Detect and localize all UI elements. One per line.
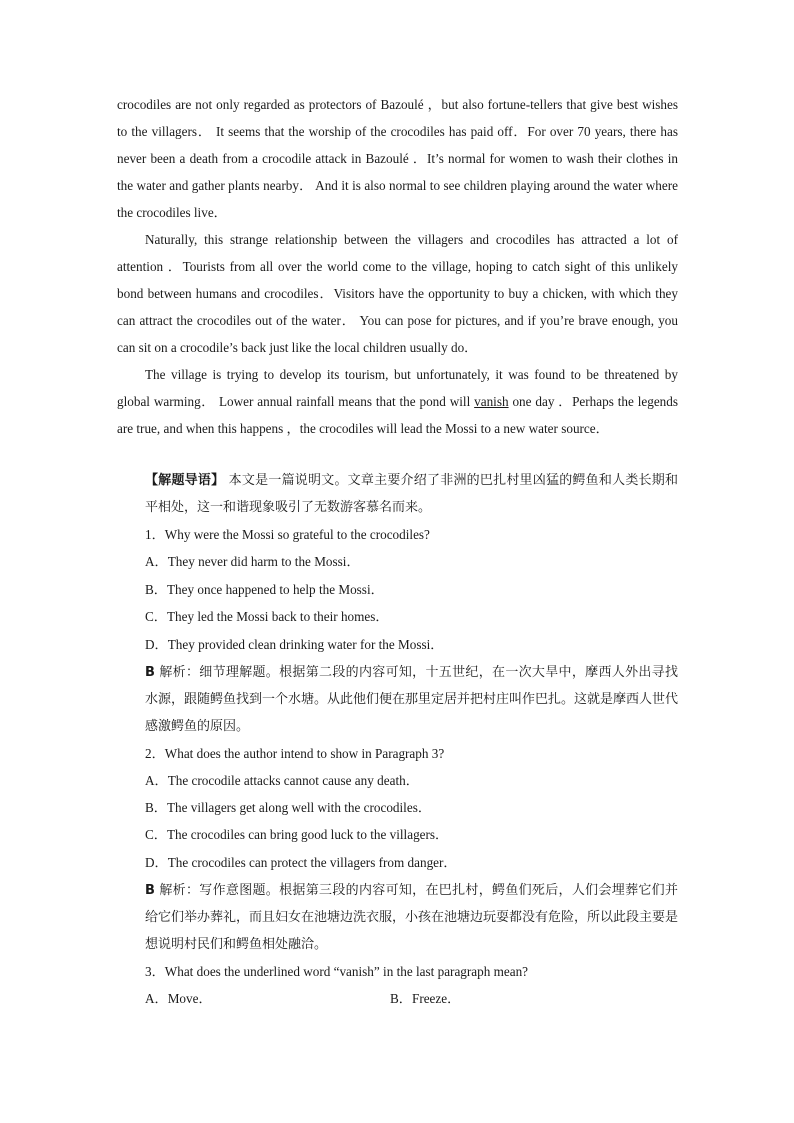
q1-option-b: B．They once happened to help the Mossi． xyxy=(145,582,384,597)
q1-answer-letter: B xyxy=(145,665,155,680)
passage-p3-before: The village is trying to develop its tourism, but unfortunately, it was found to be threatened by global warming． Lower annual rainfall means that the pond will xyxy=(117,367,678,409)
q1-answer xyxy=(145,659,678,740)
q3-option-a: A．Move． xyxy=(145,991,212,1006)
q2-answer xyxy=(145,877,678,958)
q1-stem: 1．Why were the Mossi so grateful to the crocodiles? xyxy=(145,527,430,542)
q1-explanation: 解析：细节理解题。根据第二段的内容可知，十五世纪，在一次大旱中，摩西人外出寻找水源，跟随鳄鱼找到一个水塘。从此他们便在那里定居并把村庄叫作巴扎。这就是摩西人世代感激鳄鱼的原因。 xyxy=(145,665,679,734)
q2-answer-letter: B xyxy=(145,883,155,898)
q2-option-a: A．The crocodile attacks cannot cause any death． xyxy=(145,773,419,788)
passage-p3-after: one day ．Perhaps the legends are true, and when this happens ，the crocodiles will lead the Mossi to a new water source． xyxy=(117,394,678,436)
passage-paragraph-1: crocodiles are not only regarded as protectors of Bazoulé ，but also fortune-tellers that give best wishes to the villagers． It seems that the worship of the crocodiles has paid off．For over 70 years, there has never been a death from a crocodile attack in Bazoulé ．It’s normal for women to wash their clothes in the water and gather plants nearby． And it is also normal to see children playing around the water where the crocodiles live． xyxy=(117,97,678,220)
passage xyxy=(117,91,678,442)
q1-option-d: D．They provided clean drinking water for the Mossi． xyxy=(145,637,444,652)
passage-paragraph-2: Naturally, this strange relationship between the villagers and crocodiles has attracted a lot of attention ．Tourists from all over the world come to the village, hoping to catch sight of this unlikely bond between humans and crocodiles．Visitors have the opportunity to buy a chicken, with which they can attract the crocodiles out of the water． You can pose for pictures, and if you’re brave enough, you can sit on a crocodile’s back just like the local children usually do． xyxy=(117,232,678,355)
q2-option-c: C．The crocodiles can bring good luck to the villagers． xyxy=(145,827,449,842)
q1-option-a: A．They never did harm to the Mossi． xyxy=(145,554,360,569)
q2-option-b: B．The villagers get along well with the crocodiles． xyxy=(145,800,432,815)
q1-option-c: C．They led the Mossi back to their homes． xyxy=(145,609,389,624)
q2-explanation: 解析：写作意图题。根据第三段的内容可知，在巴扎村，鳄鱼们死后，人们会埋葬它们并给它们举办葬礼，而且妇女在池塘边洗衣服，小孩在池塘边玩耍都没有危险，所以此段主要是想说明村民们和鳄鱼相处融洽。 xyxy=(145,883,679,952)
q2-stem: 2．What does the author intend to show in Paragraph 3? xyxy=(145,746,445,761)
guide-label: 【解题导语】 xyxy=(145,473,225,488)
underlined-word: vanish xyxy=(474,394,509,409)
q3-stem: 3．What does the underlined word “vanish” in the last paragraph mean? xyxy=(145,964,529,979)
q2-option-d: D．The crocodiles can protect the villagers from danger． xyxy=(145,855,457,870)
q3-option-b: B．Freeze． xyxy=(390,991,461,1006)
passage-paragraph-3 xyxy=(117,361,678,442)
reading-guide xyxy=(145,467,678,521)
guide-text: 本文是一篇说明文。文章主要介绍了非洲的巴扎村里凶猛的鳄鱼和人类长期和平相处，这一和谐现象吸引了无数游客慕名而来。 xyxy=(145,473,678,515)
